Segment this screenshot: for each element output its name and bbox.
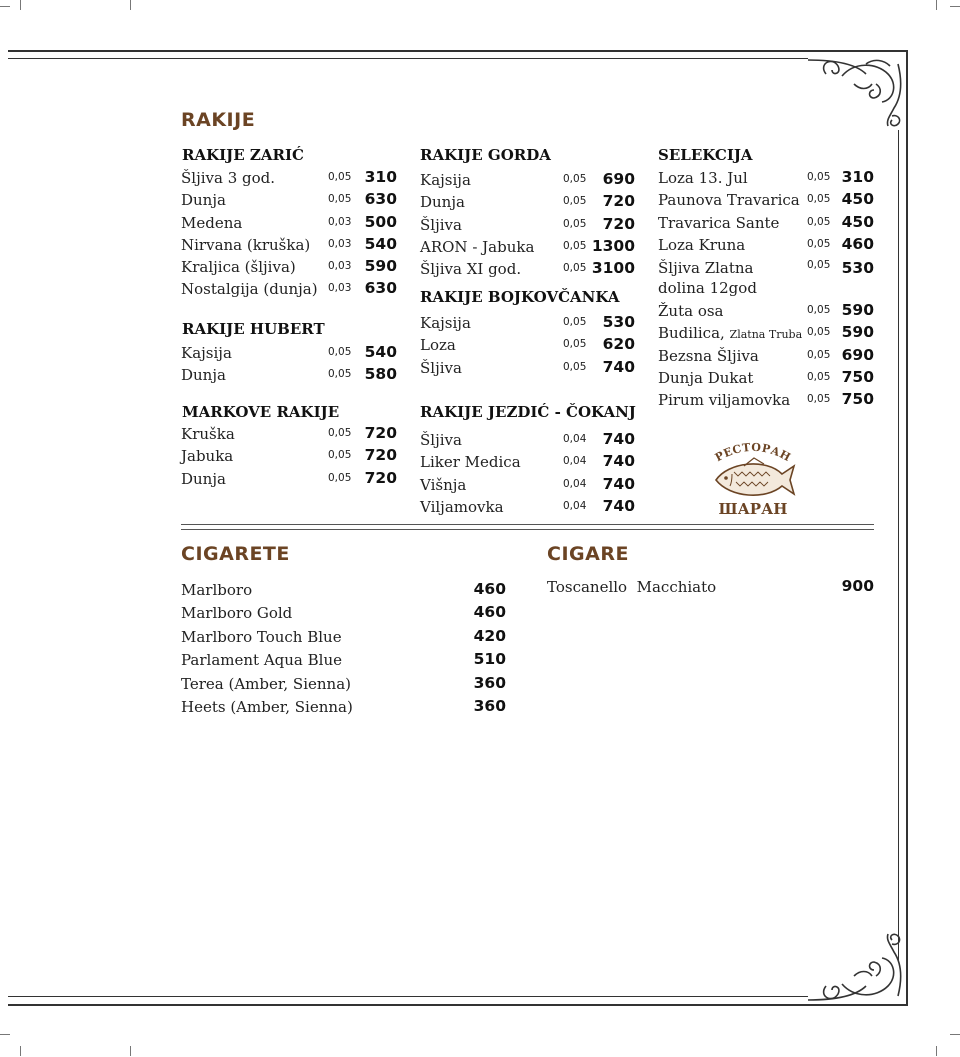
item-name: Dunja — [181, 366, 226, 385]
crop-mark — [20, 1046, 21, 1056]
item-volume: 0,03 — [328, 260, 352, 273]
item-price: 500 — [364, 212, 397, 231]
item-price: 740 — [602, 496, 635, 515]
list-item — [181, 651, 508, 674]
item-price: 690 — [602, 170, 635, 188]
rakije-jezdic-title: RAKIJE JEZDIĆ - ČOKANJ — [420, 403, 636, 421]
list-item — [181, 191, 399, 213]
item-name: Bezsna Šljiva — [658, 346, 759, 365]
item-volume: 0,03 — [328, 282, 352, 295]
logo-top-text: РЕСТОРАН — [712, 440, 794, 465]
item-volume: 0,05 — [807, 259, 831, 272]
frame-right-inner-line — [898, 130, 899, 960]
corner-ornament-bottom-icon — [806, 928, 906, 1006]
list-item — [181, 344, 399, 366]
item-price: 720 — [364, 468, 397, 487]
crop-mark — [950, 1034, 960, 1035]
list-item — [420, 238, 637, 260]
list-item — [181, 628, 508, 651]
item-price: 580 — [364, 365, 397, 384]
list-item — [181, 470, 399, 492]
item-price: 620 — [602, 335, 635, 354]
list-item — [547, 578, 876, 601]
item-name: Kruška — [181, 425, 235, 443]
selekcija-title: SELEKCIJA — [658, 146, 753, 164]
item-volume: 0,05 — [807, 326, 831, 339]
list-item — [181, 258, 399, 280]
item-price: 690 — [841, 345, 874, 364]
item-volume: 0,05 — [563, 195, 587, 208]
item-name: Paunova Travarica — [658, 191, 800, 210]
frame-bottom-line — [8, 1004, 908, 1006]
list-item — [658, 214, 876, 236]
item-name-small: Zlatna Truba — [729, 328, 803, 342]
section-divider — [181, 529, 874, 530]
item-volume: 0,05 — [328, 368, 352, 381]
crop-mark — [130, 0, 131, 10]
item-name: Dunja — [181, 469, 226, 488]
item-name: Dunja — [420, 193, 465, 212]
frame-right-line — [906, 50, 908, 1006]
list-item — [658, 169, 876, 191]
list-item — [420, 171, 637, 193]
item-name: Medena — [181, 213, 243, 232]
item-volume: 0,05 — [328, 193, 352, 206]
corner-ornament-top-icon — [806, 54, 906, 132]
list-item — [181, 214, 399, 236]
item-volume: 0,05 — [807, 237, 831, 250]
item-price: 450 — [841, 190, 874, 209]
item-price: 720 — [602, 214, 635, 233]
item-name: Dunja Dukat — [658, 369, 754, 388]
rakije-bojkovcanka-title: RAKIJE BOJKOVČANKA — [420, 288, 620, 306]
item-name: Kajsija — [181, 344, 232, 362]
rakije-jezdic-list — [420, 431, 637, 520]
item-volume: 0,05 — [563, 360, 587, 373]
item-volume: 0,05 — [807, 171, 831, 183]
item-volume: 0,05 — [328, 427, 352, 439]
list-item — [420, 476, 637, 498]
crop-mark — [130, 1046, 131, 1056]
item-volume: 0,05 — [328, 346, 352, 358]
item-price: 3100 — [591, 259, 635, 278]
item-price: 720 — [364, 446, 397, 465]
item-name: Višnja — [420, 475, 467, 494]
rakije-heading: RAKIJE — [181, 109, 256, 131]
crop-mark — [20, 0, 21, 10]
item-name: Pirum viljamovka — [658, 391, 791, 410]
item-volume: 0,05 — [807, 193, 831, 206]
item-name: Liker Medica — [420, 453, 521, 472]
list-item — [181, 604, 508, 627]
list-item — [181, 675, 508, 698]
crop-mark — [936, 1046, 937, 1056]
item-name: Marlboro Touch Blue — [181, 627, 342, 646]
crop-mark — [0, 1034, 10, 1035]
item-name: ARON - Jabuka — [420, 237, 535, 256]
list-item — [420, 453, 637, 475]
item-name: Nostalgija (dunja) — [181, 280, 318, 299]
item-price: 360 — [473, 696, 506, 715]
list-item — [181, 366, 399, 388]
item-price: 360 — [473, 673, 506, 692]
item-name — [658, 324, 802, 342]
list-item — [658, 324, 876, 346]
item-volume: 0,05 — [563, 338, 587, 351]
item-price: 740 — [602, 474, 635, 493]
list-item — [420, 359, 637, 381]
item-price: 750 — [841, 368, 874, 387]
rakije-zaric-title: RAKIJE ZARIĆ — [182, 146, 304, 164]
list-item — [420, 336, 637, 358]
list-item — [420, 431, 637, 453]
list-item — [658, 258, 876, 302]
item-name: Kajsija — [420, 171, 471, 189]
cigare-list — [547, 578, 876, 601]
item-price: 590 — [841, 323, 874, 342]
item-name — [658, 258, 757, 298]
markove-rakije-title: MARKOVE RAKIJE — [182, 403, 340, 421]
item-volume: 0,05 — [328, 171, 352, 183]
item-price: 900 — [841, 577, 874, 595]
item-name: Loza — [420, 336, 456, 355]
item-name: Šljiva — [420, 431, 462, 449]
item-name: Terea (Amber, Sienna) — [181, 674, 351, 693]
item-price: 590 — [841, 301, 874, 320]
item-name-line-1: Šljiva Zlatna — [658, 259, 754, 278]
item-price: 460 — [473, 603, 506, 622]
item-price: 750 — [841, 390, 874, 409]
item-price: 310 — [364, 168, 397, 186]
item-name: Travarica Sante — [658, 213, 780, 232]
crop-mark — [936, 0, 937, 10]
item-price: 630 — [364, 279, 397, 298]
list-item — [658, 391, 876, 413]
item-volume: 0,05 — [807, 393, 831, 406]
item-name: Heets (Amber, Sienna) — [181, 697, 353, 716]
item-name: Žuta osa — [658, 302, 724, 321]
item-volume: 0,05 — [328, 449, 352, 462]
list-item — [420, 216, 637, 238]
restaurant-logo — [708, 436, 798, 520]
item-name: Loza 13. Jul — [658, 169, 748, 187]
item-price: 740 — [602, 357, 635, 376]
list-item — [181, 236, 399, 258]
item-price: 510 — [473, 650, 506, 669]
list-item — [658, 191, 876, 213]
item-volume: 0,04 — [563, 433, 587, 445]
item-price: 590 — [364, 257, 397, 276]
item-price: 740 — [602, 430, 635, 448]
frame-bottom-inner-line — [8, 996, 808, 997]
item-name: Parlament Aqua Blue — [181, 651, 342, 670]
section-divider — [181, 524, 874, 525]
item-price: 310 — [841, 168, 874, 186]
frame-top-inner-line — [8, 58, 808, 59]
item-volume: 0,05 — [807, 371, 831, 384]
list-item — [181, 280, 399, 302]
rakije-gorda-title: RAKIJE GORDA — [420, 146, 551, 164]
list-item — [420, 314, 637, 336]
item-volume: 0,05 — [807, 348, 831, 361]
item-volume: 0,05 — [563, 239, 587, 252]
item-name: Loza Kruna — [658, 235, 746, 254]
item-price: 720 — [602, 192, 635, 211]
selekcija-list — [658, 169, 876, 414]
list-item — [181, 698, 508, 721]
item-volume: 0,04 — [563, 477, 587, 490]
rakije-hubert-list — [181, 344, 399, 389]
item-name: Toscanello Macchiato — [547, 578, 717, 596]
item-name: Viljamovka — [420, 497, 504, 516]
item-volume: 0,05 — [563, 262, 587, 275]
item-volume: 0,05 — [807, 304, 831, 317]
item-price: 740 — [602, 452, 635, 471]
fish-icon — [716, 458, 794, 495]
item-volume: 0,03 — [328, 237, 352, 250]
item-name: Šljiva — [420, 215, 462, 234]
item-name: Marlboro Gold — [181, 604, 293, 623]
item-price: 720 — [364, 424, 397, 442]
item-name: Jabuka — [181, 447, 234, 466]
item-name-main: Budilica, — [658, 324, 725, 343]
list-item — [181, 447, 399, 469]
item-name-line-2: dolina 12god — [658, 279, 757, 298]
cigarete-list — [181, 581, 508, 721]
item-price: 1300 — [591, 236, 635, 255]
logo-bottom-text: ШАРАН — [718, 500, 788, 518]
item-volume: 0,04 — [563, 455, 587, 468]
rakije-bojkovcanka-list — [420, 314, 637, 381]
item-price: 460 — [473, 580, 506, 598]
item-volume: 0,04 — [563, 499, 587, 512]
item-volume: 0,05 — [807, 215, 831, 228]
rakije-hubert-title: RAKIJE HUBERT — [182, 320, 325, 338]
crop-mark — [950, 6, 960, 7]
item-name: Nirvana (kruška) — [181, 235, 311, 254]
list-item — [658, 236, 876, 258]
item-price: 530 — [841, 259, 874, 278]
list-item — [658, 347, 876, 369]
item-name: Šljiva 3 god. — [181, 169, 276, 187]
list-item — [181, 425, 399, 447]
list-item — [181, 169, 399, 191]
list-item — [658, 369, 876, 391]
item-name: Kraljica (šljiva) — [181, 258, 296, 277]
cigarete-heading: CIGARETE — [181, 543, 290, 565]
item-price: 420 — [473, 626, 506, 645]
item-price: 460 — [841, 234, 874, 253]
item-volume: 0,05 — [328, 471, 352, 484]
rakije-gorda-list — [420, 171, 637, 282]
item-price: 540 — [364, 343, 397, 361]
item-price: 450 — [841, 212, 874, 231]
item-price: 540 — [364, 234, 397, 253]
list-item — [181, 581, 508, 604]
markove-rakije-list — [181, 425, 399, 492]
list-item — [420, 193, 637, 215]
item-price: 530 — [602, 313, 635, 331]
item-volume: 0,03 — [328, 215, 352, 228]
list-item — [420, 260, 637, 282]
item-name: Šljiva — [420, 358, 462, 377]
item-name: Kajsija — [420, 314, 471, 332]
item-volume: 0,05 — [563, 173, 587, 185]
item-name: Dunja — [181, 191, 226, 210]
item-price: 630 — [364, 190, 397, 209]
rakije-zaric-list — [181, 169, 399, 303]
list-item — [658, 302, 876, 324]
item-volume: 0,05 — [563, 316, 587, 328]
list-item — [420, 498, 637, 520]
item-name: Šljiva XI god. — [420, 260, 522, 279]
cigare-heading: CIGARE — [547, 543, 629, 565]
item-name: Marlboro — [181, 581, 253, 599]
crop-mark — [0, 6, 10, 7]
item-volume: 0,05 — [563, 217, 587, 230]
frame-top-line — [8, 50, 908, 52]
